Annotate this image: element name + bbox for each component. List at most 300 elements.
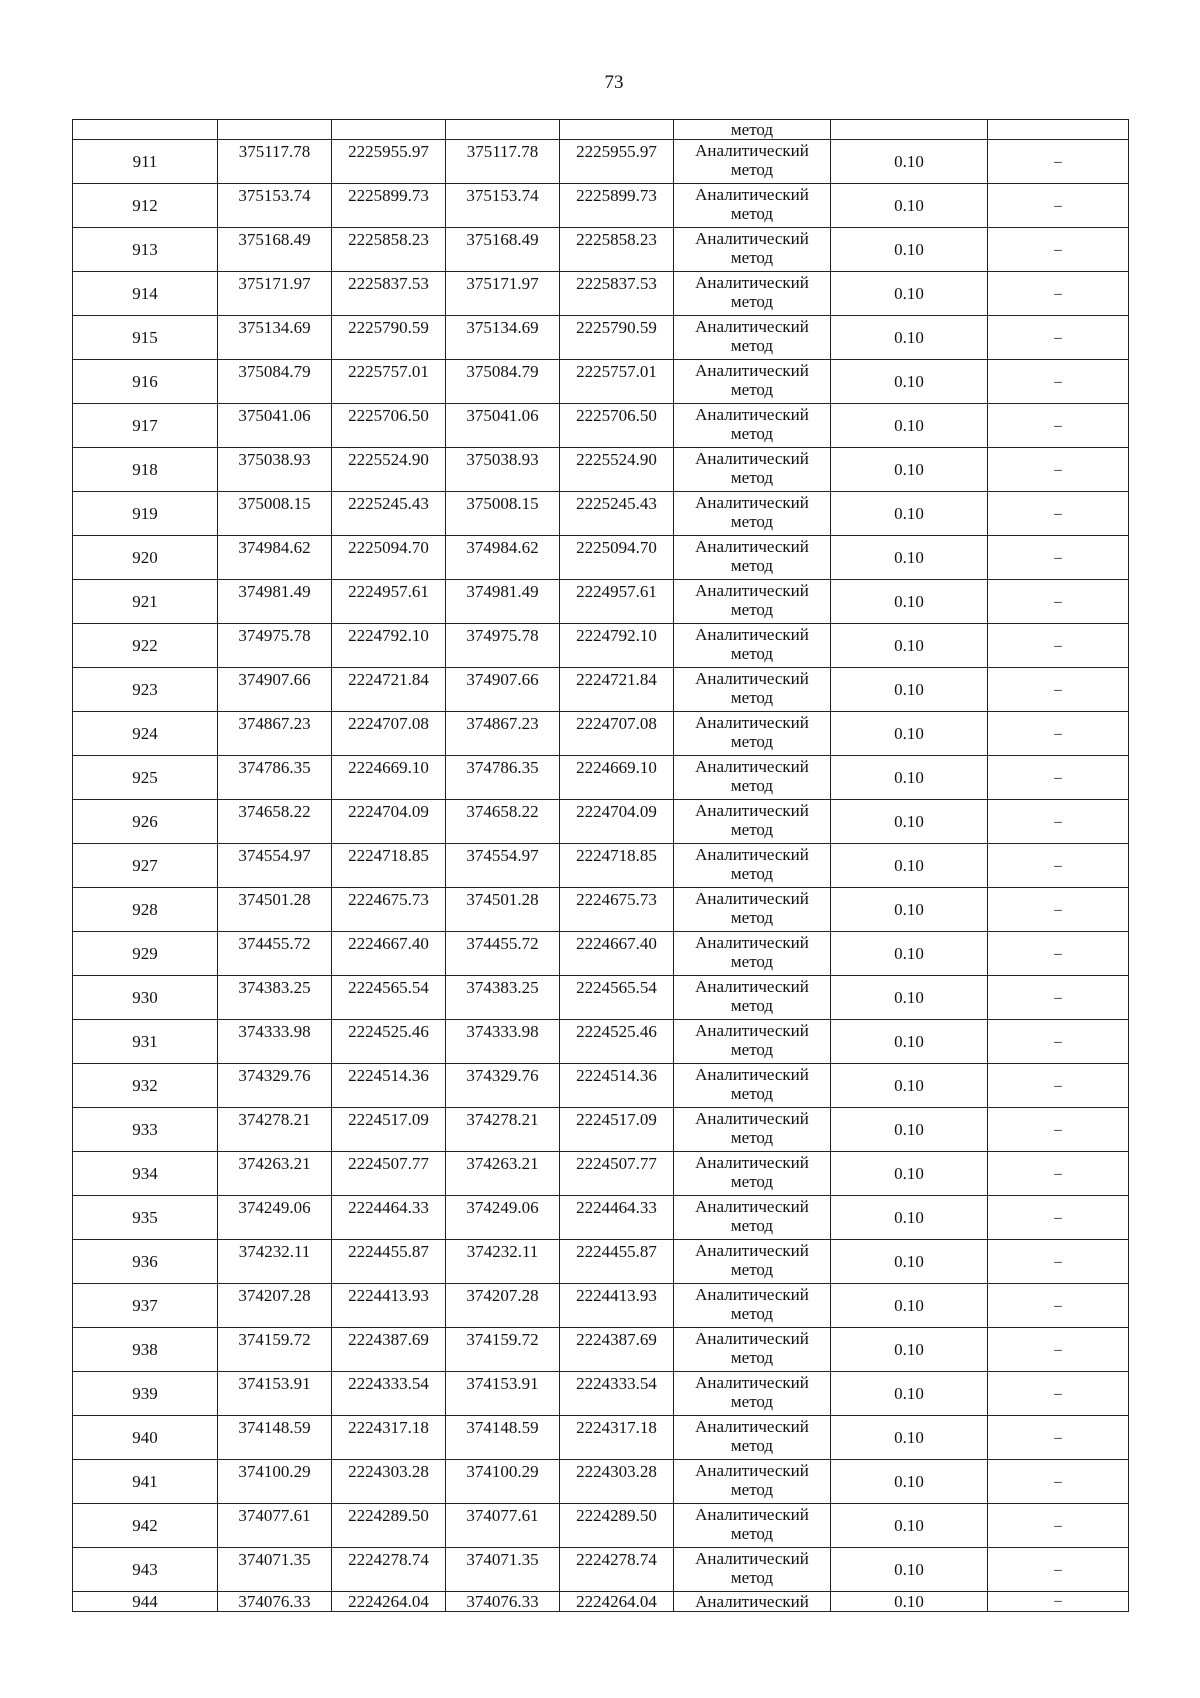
method-line1: Аналитический xyxy=(695,713,809,732)
coord-y2: 2224718.85 xyxy=(560,844,674,888)
coord-y2: 2224517.09 xyxy=(560,1108,674,1152)
accuracy-value: 0.10 xyxy=(831,316,988,360)
point-number: 927 xyxy=(73,844,218,888)
point-number: 918 xyxy=(73,448,218,492)
coord-x1: 375168.49 xyxy=(218,228,332,272)
point-number: 932 xyxy=(73,1064,218,1108)
coord-x2: 374455.72 xyxy=(446,932,560,976)
method-line1: Аналитический xyxy=(695,185,809,204)
coord-x2: 374333.98 xyxy=(446,1020,560,1064)
note-dash: – xyxy=(988,1064,1129,1108)
coord-y1: 2225524.90 xyxy=(332,448,446,492)
coord-x2: 375171.97 xyxy=(446,272,560,316)
coord-x1: 374333.98 xyxy=(218,1020,332,1064)
coord-y1: 2224707.08 xyxy=(332,712,446,756)
coord-y2: 2225837.53 xyxy=(560,272,674,316)
coord-y1: 2224387.69 xyxy=(332,1328,446,1372)
accuracy-value: 0.10 xyxy=(831,932,988,976)
coord-x1: 374981.49 xyxy=(218,580,332,624)
accuracy-value: 0.10 xyxy=(831,1592,988,1612)
coord-x1: 374786.35 xyxy=(218,756,332,800)
point-number: 937 xyxy=(73,1284,218,1328)
point-number: 920 xyxy=(73,536,218,580)
note-dash: – xyxy=(988,1548,1129,1592)
coord-y1: 2225094.70 xyxy=(332,536,446,580)
table-row xyxy=(73,1416,1129,1460)
coord-y1: 2225790.59 xyxy=(332,316,446,360)
coord-x1: 374076.33 xyxy=(218,1592,332,1612)
note-dash: – xyxy=(988,272,1129,316)
accuracy-value: 0.10 xyxy=(831,888,988,932)
note-dash: – xyxy=(988,536,1129,580)
method-line1: Аналитический xyxy=(695,1505,809,1524)
table-row xyxy=(73,360,1129,404)
accuracy-value: 0.10 xyxy=(831,1328,988,1372)
point-number: 911 xyxy=(73,140,218,184)
table-row xyxy=(73,228,1129,272)
method-cell xyxy=(674,932,831,976)
method-line2: метод xyxy=(730,908,774,927)
method-line2: метод xyxy=(730,468,774,487)
coord-y2: 2225790.59 xyxy=(560,316,674,360)
method-line1: Аналитический xyxy=(695,273,809,292)
table-row xyxy=(73,536,1129,580)
coord-x1: 374867.23 xyxy=(218,712,332,756)
coord-x1: 375117.78 xyxy=(218,140,332,184)
accuracy-value: 0.10 xyxy=(831,580,988,624)
method-line1: Аналитический xyxy=(695,757,809,776)
method-line1: Аналитический xyxy=(695,493,809,512)
coord-y1: 2224525.46 xyxy=(332,1020,446,1064)
coord-y1: 2224675.73 xyxy=(332,888,446,932)
coord-y1: 2224792.10 xyxy=(332,624,446,668)
coord-y2: 2224514.36 xyxy=(560,1064,674,1108)
method-cell xyxy=(674,624,831,668)
coord-y1: 2224721.84 xyxy=(332,668,446,712)
point-number: 942 xyxy=(73,1504,218,1548)
method-line1: Аналитический xyxy=(695,845,809,864)
point-number: 943 xyxy=(73,1548,218,1592)
table-row xyxy=(73,316,1129,360)
method-line1: Аналитический xyxy=(695,405,809,424)
note-dash: – xyxy=(988,580,1129,624)
note-dash: – xyxy=(988,1372,1129,1416)
method-line2: метод xyxy=(730,644,774,663)
accuracy-value: 0.10 xyxy=(831,228,988,272)
coord-x2: 374867.23 xyxy=(446,712,560,756)
method-line1: Аналитический xyxy=(695,537,809,556)
coord-x1: 374071.35 xyxy=(218,1548,332,1592)
method-line1: Аналитический xyxy=(695,1417,809,1436)
method-line1: Аналитический xyxy=(695,317,809,336)
coord-x1: 374100.29 xyxy=(218,1460,332,1504)
accuracy-value: 0.10 xyxy=(831,1416,988,1460)
note-dash: – xyxy=(988,1196,1129,1240)
method-cell xyxy=(674,140,831,184)
point-number: 916 xyxy=(73,360,218,404)
accuracy-value: 0.10 xyxy=(831,756,988,800)
note-dash: – xyxy=(988,1416,1129,1460)
coord-y2: 2224525.46 xyxy=(560,1020,674,1064)
method-line1: Аналитический xyxy=(695,1021,809,1040)
method-line2: метод xyxy=(730,1260,774,1279)
coord-x1: 375008.15 xyxy=(218,492,332,536)
coord-y1: 2224333.54 xyxy=(332,1372,446,1416)
coord-x2: 374263.21 xyxy=(446,1152,560,1196)
coord-y2: 2224278.74 xyxy=(560,1548,674,1592)
coord-x1: 374077.61 xyxy=(218,1504,332,1548)
coord-y2: 2225899.73 xyxy=(560,184,674,228)
accuracy-value: 0.10 xyxy=(831,1284,988,1328)
table-row xyxy=(73,1548,1129,1592)
coord-y1: 2224514.36 xyxy=(332,1064,446,1108)
method-line1: Аналитический xyxy=(695,141,809,160)
note-dash: – xyxy=(988,140,1129,184)
method-line2: метод xyxy=(730,556,774,575)
method-cell xyxy=(674,184,831,228)
coord-y1: 2225858.23 xyxy=(332,228,446,272)
note-dash: – xyxy=(988,1592,1129,1612)
coord-x1: 374455.72 xyxy=(218,932,332,976)
coord-y2: 2224317.18 xyxy=(560,1416,674,1460)
method-cell xyxy=(674,580,831,624)
coord-x2: 374148.59 xyxy=(446,1416,560,1460)
coord-x1: 375038.93 xyxy=(218,448,332,492)
method-line2: метод xyxy=(730,732,774,751)
accuracy-value: 0.10 xyxy=(831,844,988,888)
coord-y2: 2224565.54 xyxy=(560,976,674,1020)
method-line2: метод xyxy=(730,820,774,839)
method-cell xyxy=(674,536,831,580)
coord-y2: 2224957.61 xyxy=(560,580,674,624)
method-cell xyxy=(674,668,831,712)
point-number: 928 xyxy=(73,888,218,932)
method-line2: метод xyxy=(730,1304,774,1323)
method-cell xyxy=(674,1108,831,1152)
method-line2: метод xyxy=(730,996,774,1015)
method-line2: метод xyxy=(730,1568,774,1587)
coord-x2: 375134.69 xyxy=(446,316,560,360)
point-number: 925 xyxy=(73,756,218,800)
coord-x1: 374907.66 xyxy=(218,668,332,712)
table-row xyxy=(73,1020,1129,1064)
table-row xyxy=(73,1108,1129,1152)
coord-x2: 375084.79 xyxy=(446,360,560,404)
point-number: 931 xyxy=(73,1020,218,1064)
point-number: 921 xyxy=(73,580,218,624)
method-line1: Аналитический xyxy=(695,801,809,820)
point-number: 919 xyxy=(73,492,218,536)
coord-x2: 374249.06 xyxy=(446,1196,560,1240)
method-cell xyxy=(674,1064,831,1108)
coord-x2: 375008.15 xyxy=(446,492,560,536)
coord-y1: 2225899.73 xyxy=(332,184,446,228)
coord-y2: 2225858.23 xyxy=(560,228,674,272)
accuracy-value: 0.10 xyxy=(831,1108,988,1152)
accuracy-value: 0.10 xyxy=(831,1196,988,1240)
coord-x2: 374907.66 xyxy=(446,668,560,712)
table-row xyxy=(73,1328,1129,1372)
coord-x2: 374975.78 xyxy=(446,624,560,668)
method-line1: Аналитический xyxy=(695,1461,809,1480)
coord-y1: 2224517.09 xyxy=(332,1108,446,1152)
coord-x1: 374263.21 xyxy=(218,1152,332,1196)
accuracy-value: 0.10 xyxy=(831,976,988,1020)
coord-y2: 2224387.69 xyxy=(560,1328,674,1372)
method-cell xyxy=(674,1284,831,1328)
table-row xyxy=(73,1152,1129,1196)
method-line2: метод xyxy=(730,1216,774,1235)
coord-y1: 2224565.54 xyxy=(332,976,446,1020)
point-number: 935 xyxy=(73,1196,218,1240)
method-cell xyxy=(674,404,831,448)
table-row xyxy=(73,756,1129,800)
method-line1: Аналитический xyxy=(695,977,809,996)
note-dash: – xyxy=(988,184,1129,228)
accuracy-value: 0.10 xyxy=(831,1064,988,1108)
method-line2: метод xyxy=(730,512,774,531)
accuracy-value: 0.10 xyxy=(831,1240,988,1284)
method-cell xyxy=(674,1196,831,1240)
note-dash: – xyxy=(988,976,1129,1020)
point-number: 944 xyxy=(73,1592,218,1612)
coord-y2: 2224413.93 xyxy=(560,1284,674,1328)
coord-y2: 2224667.40 xyxy=(560,932,674,976)
continuation-row xyxy=(73,120,1129,140)
accuracy-value: 0.10 xyxy=(831,668,988,712)
table-row xyxy=(73,976,1129,1020)
note-dash: – xyxy=(988,800,1129,844)
note-dash: – xyxy=(988,1504,1129,1548)
note-dash: – xyxy=(988,844,1129,888)
coord-x2: 374554.97 xyxy=(446,844,560,888)
method-line1: Аналитический xyxy=(695,1109,809,1128)
coord-x2: 374658.22 xyxy=(446,800,560,844)
accuracy-value: 0.10 xyxy=(831,404,988,448)
point-number: 924 xyxy=(73,712,218,756)
table-row xyxy=(73,844,1129,888)
method-line1: Аналитический xyxy=(695,625,809,644)
coord-x1: 375041.06 xyxy=(218,404,332,448)
method-cell xyxy=(674,1504,831,1548)
table-row xyxy=(73,448,1129,492)
method-cell xyxy=(674,448,831,492)
method-line2: метод xyxy=(730,204,774,223)
coord-y2: 2224303.28 xyxy=(560,1460,674,1504)
coord-x2: 374501.28 xyxy=(446,888,560,932)
table-row xyxy=(73,1592,1129,1612)
method-cell xyxy=(674,712,831,756)
note-dash: – xyxy=(988,1108,1129,1152)
method-cell xyxy=(674,272,831,316)
note-dash: – xyxy=(988,404,1129,448)
coord-x2: 374786.35 xyxy=(446,756,560,800)
method-line1: Аналитический xyxy=(695,1197,809,1216)
method-line1: Аналитический xyxy=(695,1241,809,1260)
table-row xyxy=(73,712,1129,756)
coord-x2: 374153.91 xyxy=(446,1372,560,1416)
point-number: 914 xyxy=(73,272,218,316)
table-row xyxy=(73,1504,1129,1548)
coord-x2: 375168.49 xyxy=(446,228,560,272)
method-cell xyxy=(674,800,831,844)
method-line2: метод xyxy=(730,380,774,399)
coord-x1: 374501.28 xyxy=(218,888,332,932)
method-cell xyxy=(674,1372,831,1416)
note-dash: – xyxy=(988,1240,1129,1284)
method-line2: метод xyxy=(730,1392,774,1411)
method-line2: метод xyxy=(730,1040,774,1059)
method-cell xyxy=(674,1416,831,1460)
table-row xyxy=(73,184,1129,228)
coord-y2: 2225524.90 xyxy=(560,448,674,492)
accuracy-value: 0.10 xyxy=(831,712,988,756)
method-cell xyxy=(674,976,831,1020)
table-row xyxy=(73,800,1129,844)
note-dash: – xyxy=(988,668,1129,712)
coord-x1: 374278.21 xyxy=(218,1108,332,1152)
method-line2: метод xyxy=(730,1480,774,1499)
method-cell xyxy=(674,316,831,360)
method-cell xyxy=(674,228,831,272)
method-line2: метод xyxy=(730,1436,774,1455)
coord-y1: 2224455.87 xyxy=(332,1240,446,1284)
accuracy-value: 0.10 xyxy=(831,800,988,844)
accuracy-value: 0.10 xyxy=(831,1460,988,1504)
coord-x2: 374071.35 xyxy=(446,1548,560,1592)
method-line1: Аналитический xyxy=(695,1549,809,1568)
method-line2: метод xyxy=(730,292,774,311)
coord-x1: 375171.97 xyxy=(218,272,332,316)
coord-x2: 375041.06 xyxy=(446,404,560,448)
note-dash: – xyxy=(988,932,1129,976)
coord-y2: 2224507.77 xyxy=(560,1152,674,1196)
coord-x1: 374975.78 xyxy=(218,624,332,668)
coord-x1: 374984.62 xyxy=(218,536,332,580)
point-number: 915 xyxy=(73,316,218,360)
coord-x1: 374153.91 xyxy=(218,1372,332,1416)
coord-y2: 2224721.84 xyxy=(560,668,674,712)
method-cell xyxy=(674,844,831,888)
point-number: 913 xyxy=(73,228,218,272)
coord-y1: 2224507.77 xyxy=(332,1152,446,1196)
accuracy-value: 0.10 xyxy=(831,1152,988,1196)
note-dash: – xyxy=(988,492,1129,536)
coord-x1: 374329.76 xyxy=(218,1064,332,1108)
method-line2: метод xyxy=(730,952,774,971)
note-dash: – xyxy=(988,624,1129,668)
coord-x2: 374159.72 xyxy=(446,1328,560,1372)
coord-y1: 2224704.09 xyxy=(332,800,446,844)
method-cell xyxy=(674,1152,831,1196)
coord-y2: 2225757.01 xyxy=(560,360,674,404)
coord-x2: 374383.25 xyxy=(446,976,560,1020)
coord-x1: 374148.59 xyxy=(218,1416,332,1460)
table-row xyxy=(73,1240,1129,1284)
table-row xyxy=(73,1064,1129,1108)
accuracy-value: 0.10 xyxy=(831,140,988,184)
table-row xyxy=(73,492,1129,536)
coord-x2: 374981.49 xyxy=(446,580,560,624)
note-dash: – xyxy=(988,1020,1129,1064)
method-cell xyxy=(674,1548,831,1592)
point-number: 923 xyxy=(73,668,218,712)
coord-x1: 374658.22 xyxy=(218,800,332,844)
method-line1: Аналитический xyxy=(695,669,809,688)
method-line1: Аналитический xyxy=(695,1065,809,1084)
point-number: 930 xyxy=(73,976,218,1020)
coord-y1: 2225955.97 xyxy=(332,140,446,184)
coord-y1: 2224278.74 xyxy=(332,1548,446,1592)
method-cell xyxy=(674,1460,831,1504)
accuracy-value: 0.10 xyxy=(831,624,988,668)
coord-y2: 2224792.10 xyxy=(560,624,674,668)
coord-y2: 2224464.33 xyxy=(560,1196,674,1240)
table-row xyxy=(73,1460,1129,1504)
method-cell xyxy=(674,756,831,800)
coord-y1: 2225757.01 xyxy=(332,360,446,404)
point-number: 933 xyxy=(73,1108,218,1152)
coord-y1: 2224718.85 xyxy=(332,844,446,888)
coord-x2: 374100.29 xyxy=(446,1460,560,1504)
accuracy-value: 0.10 xyxy=(831,1020,988,1064)
coord-x1: 374383.25 xyxy=(218,976,332,1020)
accuracy-value: 0.10 xyxy=(831,1504,988,1548)
coord-y1: 2224464.33 xyxy=(332,1196,446,1240)
accuracy-value: 0.10 xyxy=(831,1372,988,1416)
coord-x2: 374076.33 xyxy=(446,1592,560,1612)
method-cell xyxy=(674,1328,831,1372)
coord-x2: 375038.93 xyxy=(446,448,560,492)
method-line1: Аналитический xyxy=(695,1373,809,1392)
coord-y1: 2224413.93 xyxy=(332,1284,446,1328)
note-dash: – xyxy=(988,360,1129,404)
accuracy-value: 0.10 xyxy=(831,360,988,404)
point-number: 926 xyxy=(73,800,218,844)
note-dash: – xyxy=(988,1460,1129,1504)
coord-x2: 374232.11 xyxy=(446,1240,560,1284)
table-row xyxy=(73,1284,1129,1328)
coord-y2: 2225955.97 xyxy=(560,140,674,184)
coord-x2: 374329.76 xyxy=(446,1064,560,1108)
method-line2: метод xyxy=(730,1348,774,1367)
method-cell xyxy=(674,888,831,932)
method-line2: метод xyxy=(730,1172,774,1191)
method-cell xyxy=(674,492,831,536)
note-dash: – xyxy=(988,756,1129,800)
method-line1: Аналитический xyxy=(695,361,809,380)
method-line2: метод xyxy=(730,160,774,179)
coord-y2: 2224289.50 xyxy=(560,1504,674,1548)
note-dash: – xyxy=(988,448,1129,492)
coord-y1: 2224957.61 xyxy=(332,580,446,624)
accuracy-value: 0.10 xyxy=(831,536,988,580)
method-line2: метод xyxy=(730,776,774,795)
table-row xyxy=(73,1372,1129,1416)
method-line2: метод xyxy=(730,336,774,355)
point-number: 939 xyxy=(73,1372,218,1416)
note-dash: – xyxy=(988,228,1129,272)
coord-x1: 374554.97 xyxy=(218,844,332,888)
table-row xyxy=(73,624,1129,668)
table-row xyxy=(73,140,1129,184)
coord-y1: 2224317.18 xyxy=(332,1416,446,1460)
method-line1: Аналитический xyxy=(695,889,809,908)
accuracy-value: 0.10 xyxy=(831,1548,988,1592)
method-cell xyxy=(674,1020,831,1064)
coord-x2: 374984.62 xyxy=(446,536,560,580)
coord-y2: 2224669.10 xyxy=(560,756,674,800)
